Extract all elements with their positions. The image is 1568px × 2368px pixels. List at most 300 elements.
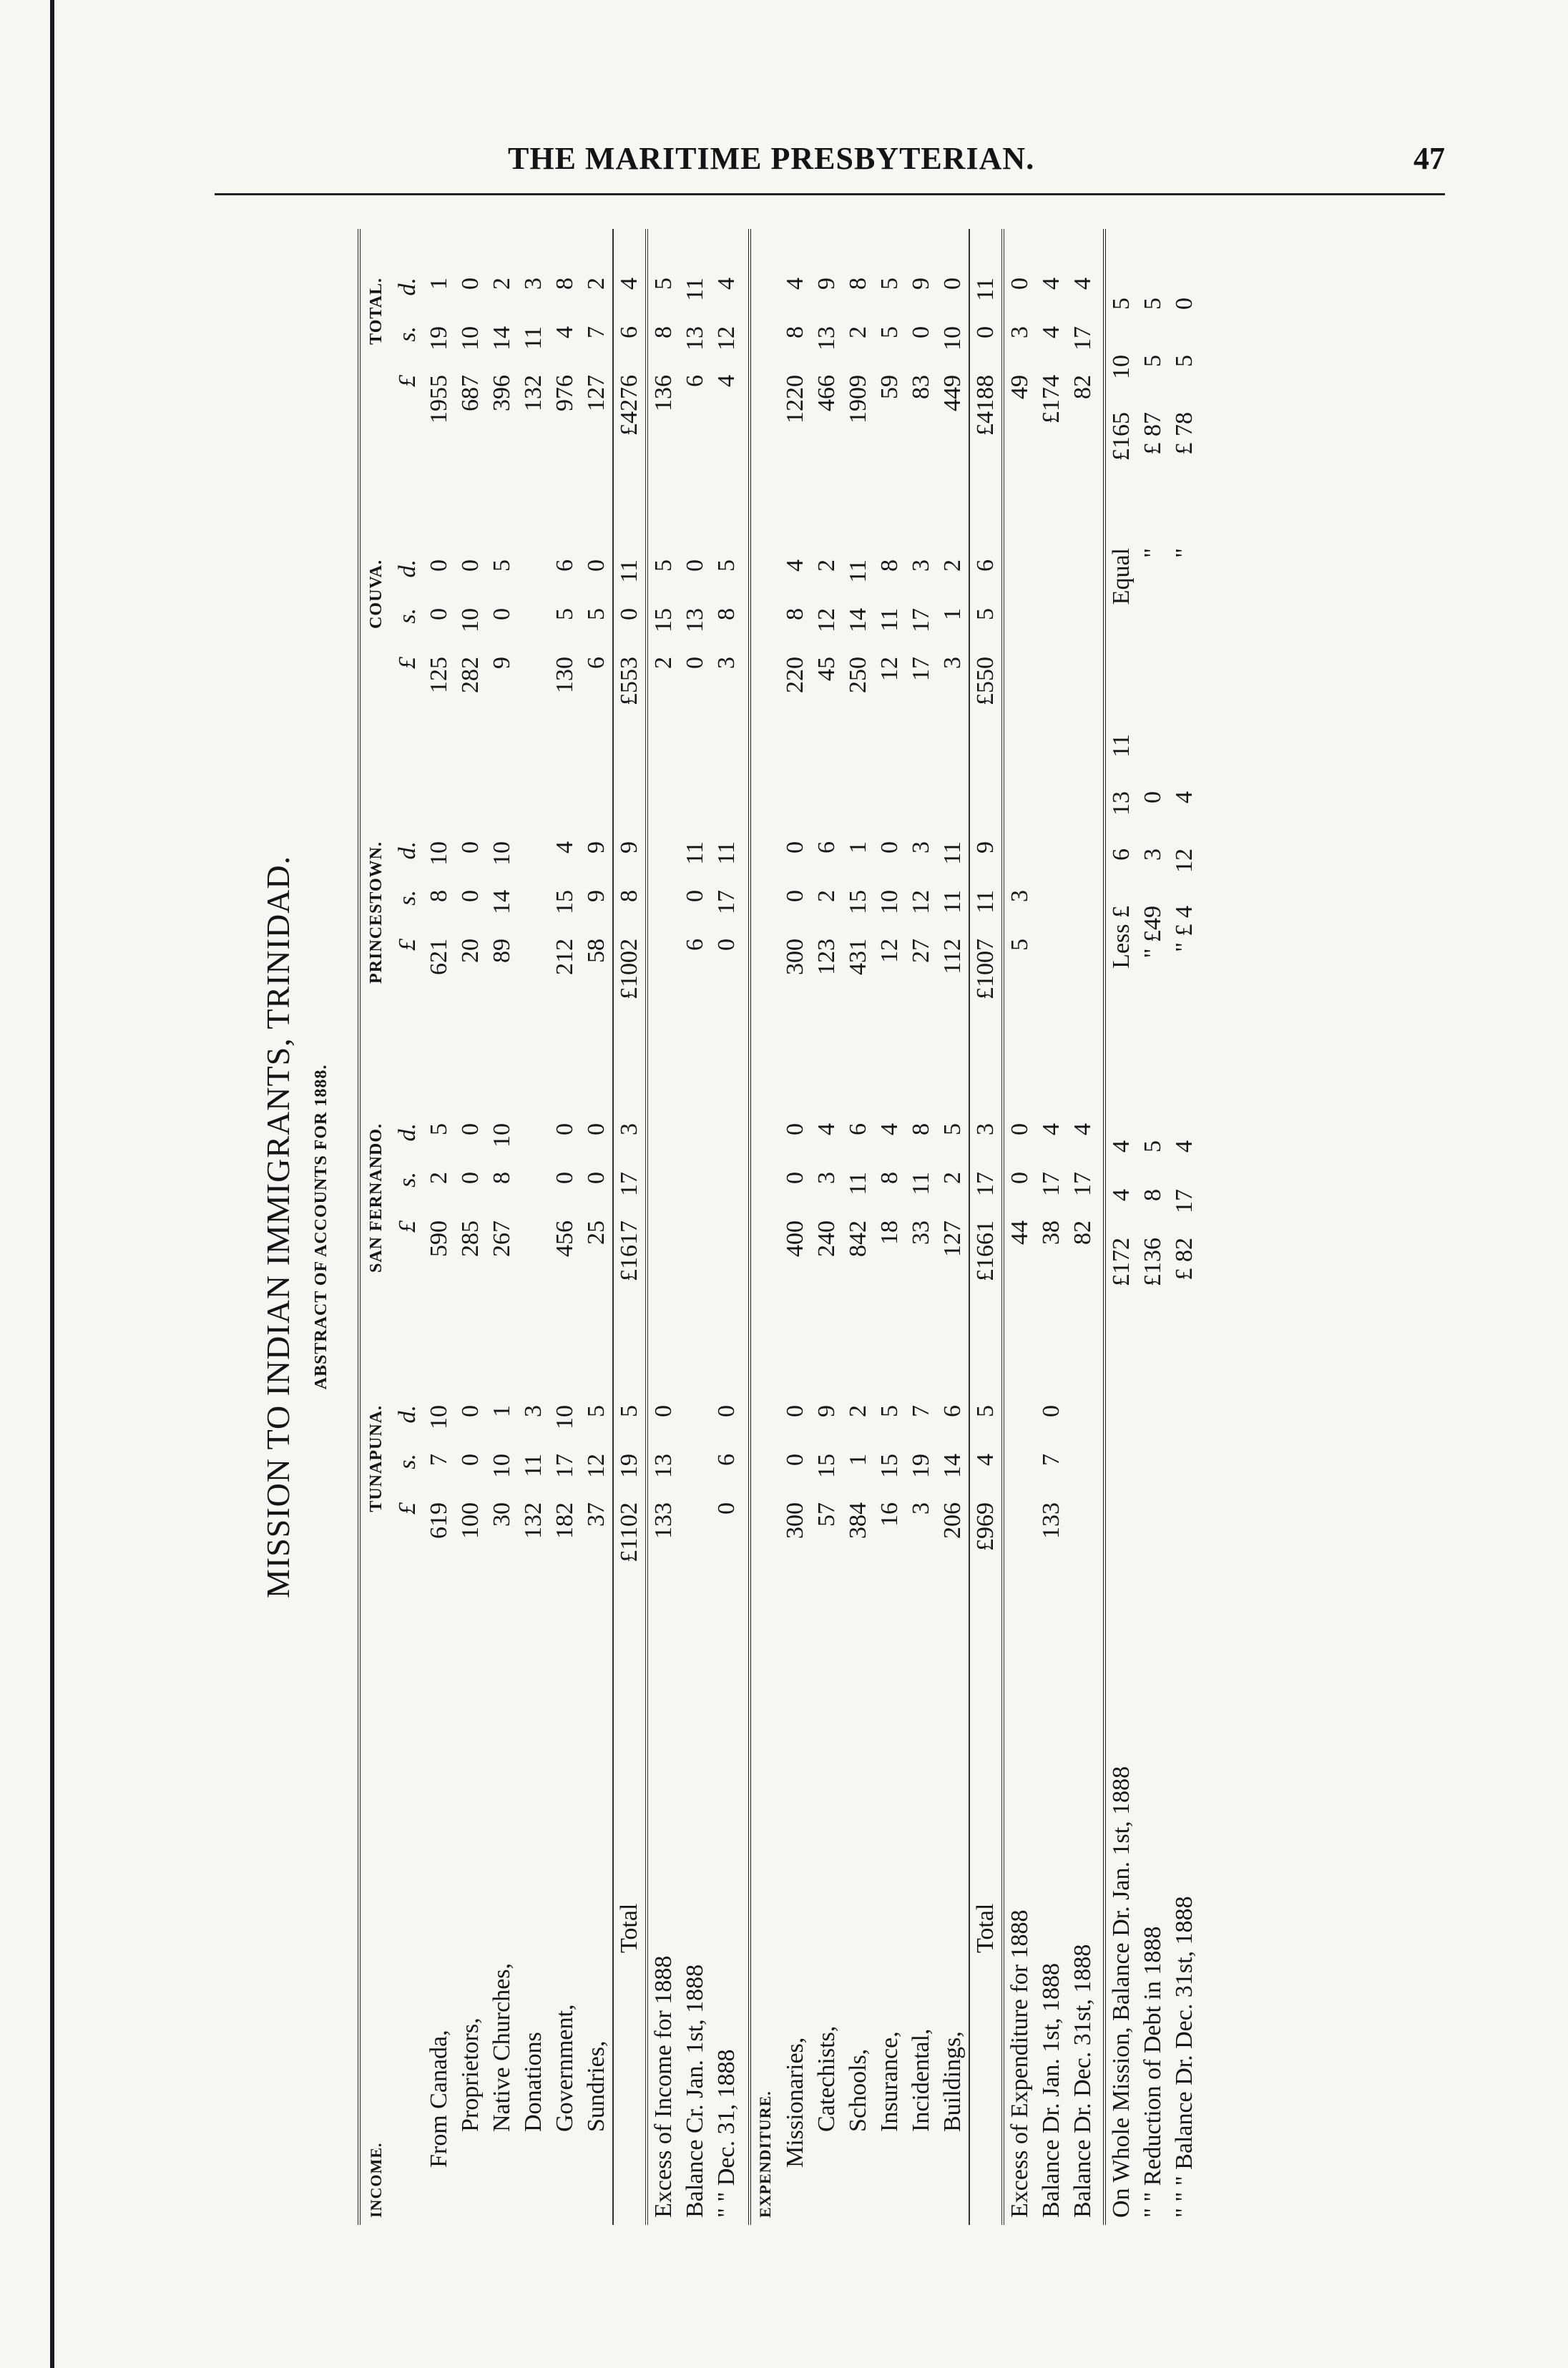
amount-part: 6 <box>616 326 642 338</box>
amount-part: 5 <box>583 608 609 620</box>
amount-part: " <box>1140 548 1166 558</box>
expenditure-heading: EXPENDITURE. <box>756 2090 774 2218</box>
amount-part: 8 <box>876 559 903 572</box>
amount-cell <box>616 1356 643 1638</box>
amount-cell <box>650 229 677 511</box>
amount-cell <box>876 1075 903 1356</box>
amount-cell <box>426 1075 453 1356</box>
amount-part: 17 <box>713 890 740 914</box>
amount-part: 6 <box>813 841 840 853</box>
col-header: TOTAL. <box>366 278 386 345</box>
amount-part: 2 <box>845 1405 871 1417</box>
amount-part: 3 <box>1140 848 1166 861</box>
row-label: Proprietors, <box>457 2017 484 2132</box>
summary-equal <box>1140 262 1167 662</box>
expenditure-section <box>780 229 1099 2225</box>
amount-cell <box>972 511 999 793</box>
amount-part: 16 <box>876 1502 903 1527</box>
page-number: 47 <box>1413 141 1445 176</box>
amount-part: " £ 4 <box>1171 906 1197 952</box>
amount-part: £1617 <box>616 1220 642 1281</box>
amount-part: 4 <box>616 278 642 290</box>
amount-part: 842 <box>845 1220 871 1257</box>
amount-part: 7 <box>908 1405 934 1417</box>
amount-part: 136 <box>650 375 677 411</box>
amount-part: 976 <box>552 375 578 411</box>
row-label: Donations <box>520 2032 547 2132</box>
amount-part: 58 <box>583 939 609 963</box>
amount-part: 0 <box>650 1405 677 1417</box>
amount-part: 8 <box>489 1172 515 1184</box>
amount-part: 396 <box>489 375 515 411</box>
amount-part: 11 <box>682 278 708 301</box>
amount-part: 11 <box>972 278 999 301</box>
amount-part: 3 <box>1006 890 1033 902</box>
amount-part: £ 82 <box>1171 1238 1197 1281</box>
amount-part: 33 <box>908 1220 934 1245</box>
amount-part: 300 <box>782 1502 808 1539</box>
amount-part <box>1140 734 1167 791</box>
amount-part: 57 <box>813 1502 840 1527</box>
amount-part: 4 <box>1069 278 1096 290</box>
table-row <box>518 229 549 2225</box>
row-label: Balance Cr. Jan. 1st, 1888 <box>682 1964 708 2218</box>
amount-part: 7 <box>1038 1454 1064 1466</box>
amount-cell <box>426 511 453 793</box>
amount-part: 3 <box>1006 326 1033 338</box>
amount-part: 12 <box>713 326 740 351</box>
table-row <box>811 229 843 2225</box>
summary-equal <box>1108 262 1135 662</box>
amount-part: 621 <box>426 939 452 975</box>
amount-part: 4 <box>1038 326 1064 338</box>
amount-part: 0 <box>583 1123 609 1135</box>
amount-part: 3 <box>972 1123 999 1135</box>
amount-cell <box>583 229 610 511</box>
amount-part: 2 <box>426 1172 452 1184</box>
amount-part: 7 <box>583 326 609 338</box>
amount-part: 10 <box>489 1123 515 1148</box>
amount-part: 2 <box>583 278 609 290</box>
amount-part: 25 <box>583 1220 609 1245</box>
amount-part: 11 <box>520 1454 547 1477</box>
amount-part: 14 <box>489 326 515 351</box>
amount-part: 4 <box>1108 1189 1135 1201</box>
amount-part: 5 <box>552 608 578 620</box>
summary-amount <box>1140 1092 1167 1374</box>
amount-part: 4 <box>1171 791 1197 803</box>
summary-row <box>1106 229 1137 2225</box>
amount-part: 112 <box>939 939 966 974</box>
amount-part: 0 <box>583 559 609 572</box>
amount-cell <box>813 793 841 1075</box>
row-label: Government, <box>552 2004 578 2132</box>
row-label: Balance Dr. Dec. 31st, 1888 <box>1069 1944 1096 2218</box>
amount-part: 5 <box>876 278 903 290</box>
amount-part: 0 <box>1006 1172 1033 1184</box>
amount-cell <box>583 1075 610 1356</box>
amount-cell <box>1069 229 1097 511</box>
amount-cell <box>552 229 579 511</box>
amount-cell <box>1038 1356 1065 1638</box>
amount-part: 2 <box>813 559 840 572</box>
amount-part: 5 <box>876 326 903 338</box>
amount-part: 0 <box>426 608 452 620</box>
summary-label: " " " Balance Dr. Dec. 31st, 1888 <box>1171 1896 1197 2218</box>
amount-part: 1 <box>845 1454 871 1466</box>
amount-part: 1909 <box>845 375 871 424</box>
amount-part: 30 <box>489 1502 515 1527</box>
amount-part: 0 <box>1140 791 1166 803</box>
amount-part: 3 <box>520 278 547 290</box>
page-edge-line <box>50 0 54 2368</box>
amount-part: 8 <box>908 1123 934 1135</box>
col-header: SAN FERNANDO. <box>366 1123 386 1273</box>
amount-part: Equal <box>1108 548 1135 605</box>
amount-part: 14 <box>939 1454 966 1478</box>
amount-part: 3 <box>908 841 934 853</box>
summary-amount <box>1108 1092 1135 1374</box>
amount-part: 15 <box>876 1454 903 1478</box>
amount-part: 0 <box>682 890 708 902</box>
amount-part: 0 <box>782 1123 808 1135</box>
amount-part: 10 <box>552 1405 578 1429</box>
amount-part: 11 <box>520 326 547 350</box>
amount-cell <box>939 511 966 793</box>
amount-cell <box>845 1356 872 1638</box>
amount-cell <box>489 793 516 1075</box>
amount-part: 8 <box>650 326 677 338</box>
amount-cell <box>972 793 999 1075</box>
amount-cell <box>908 1075 935 1356</box>
table-subtitle: ABSTRACT OF ACCOUNTS FOR 1888. <box>312 1064 330 1390</box>
amount-part: 0 <box>782 1454 808 1466</box>
amount-part: 0 <box>972 326 999 338</box>
amount-part: 6 <box>1108 848 1135 861</box>
amount-part: £1661 <box>972 1220 999 1281</box>
amount-cell <box>876 1356 903 1638</box>
amount-part: 0 <box>457 890 484 902</box>
amount-cell <box>457 1075 484 1356</box>
amount-part: 38 <box>1038 1220 1064 1245</box>
amount-part: 133 <box>1038 1502 1064 1539</box>
amount-part: 250 <box>845 657 871 693</box>
amount-part: 130 <box>552 657 578 693</box>
amount-part: 7 <box>426 1454 452 1466</box>
amount-cell <box>583 1356 610 1638</box>
amount-part: Less £ <box>1108 906 1135 969</box>
amount-cell <box>426 1356 453 1638</box>
table-row <box>874 229 906 2225</box>
amount-part: 0 <box>908 326 934 338</box>
amount-part: 0 <box>713 1502 740 1515</box>
amount-part: 133 <box>650 1502 677 1539</box>
amount-part: 240 <box>813 1220 840 1257</box>
amount-part: 4 <box>1108 1140 1135 1153</box>
amount-cell <box>520 229 547 511</box>
amount-part: 37 <box>583 1502 609 1527</box>
income-section <box>423 229 743 2225</box>
row-label: Insurance, <box>876 2031 903 2132</box>
amount-cell <box>876 229 903 511</box>
amount-part: 0 <box>552 1172 578 1184</box>
amount-part: 2 <box>489 278 515 290</box>
amount-part: 5 <box>713 559 740 572</box>
amount-part: 59 <box>876 375 903 399</box>
amount-cell <box>845 1075 872 1356</box>
amount-part: 212 <box>552 939 578 975</box>
amount-part: 0 <box>583 1172 609 1184</box>
summary-label: On Whole Mission, Balance Dr. Jan. 1st, 1888 <box>1108 1766 1135 2218</box>
table-row <box>969 229 1004 2225</box>
amount-part: £165 <box>1108 412 1135 461</box>
amount-part: 11 <box>713 841 740 865</box>
summary-less <box>1140 662 1167 1092</box>
amount-part: 11 <box>616 559 642 583</box>
amount-part: 0 <box>489 608 515 620</box>
amount-part: 3 <box>813 1172 840 1184</box>
amount-cell <box>939 793 966 1075</box>
summary-equal <box>1171 262 1198 662</box>
amount-cell <box>713 793 740 1075</box>
summary-section <box>1103 229 1200 2225</box>
amount-cell <box>782 229 809 511</box>
amount-part: 44 <box>1006 1220 1033 1245</box>
amount-part: 9 <box>813 1405 840 1417</box>
amount-part: 17 <box>1069 326 1096 351</box>
amount-cell <box>813 511 841 793</box>
amount-cell <box>583 793 610 1075</box>
running-header <box>215 140 1445 183</box>
amount-part: 5 <box>1140 355 1166 367</box>
amount-part: 5 <box>1108 298 1135 310</box>
amount-part: 8 <box>782 608 808 620</box>
amount-part: 4 <box>813 1123 840 1135</box>
amount-cell <box>1006 1075 1034 1356</box>
amount-part: 12 <box>908 890 934 914</box>
amount-cell <box>682 511 709 793</box>
amount-part: 0 <box>713 939 740 951</box>
amount-cell <box>457 1356 484 1638</box>
amount-cell <box>813 1075 841 1356</box>
amount-cell <box>616 229 643 511</box>
amount-part: 14 <box>489 890 515 914</box>
amount-part: 0 <box>782 841 808 853</box>
amount-cell <box>583 511 610 793</box>
amount-part: £ 78 <box>1171 412 1197 455</box>
amount-part: 13 <box>813 326 840 351</box>
amount-part: 82 <box>1069 375 1096 399</box>
table-row <box>455 229 486 2225</box>
amount-part: 0 <box>782 1172 808 1184</box>
amount-part: 431 <box>845 939 871 975</box>
amount-part: 15 <box>813 1454 840 1478</box>
amount-part: 6 <box>583 657 609 669</box>
amount-cell <box>489 1075 516 1356</box>
amount-part: 15 <box>552 890 578 914</box>
amount-cell <box>782 793 809 1075</box>
amount-cell <box>939 1356 966 1638</box>
amount-part: 285 <box>457 1220 484 1257</box>
amount-part: " £49 <box>1140 906 1166 959</box>
row-label: Catechists, <box>813 2025 840 2132</box>
amount-part: 0 <box>457 1454 484 1466</box>
amount-part: 1955 <box>426 375 452 424</box>
amount-part: 0 <box>426 559 452 572</box>
amount-part: 17 <box>972 1172 999 1196</box>
row-label: Missionaries, <box>782 2037 808 2168</box>
table-row <box>612 229 648 2225</box>
amount-cell <box>713 1356 740 1638</box>
amount-cell <box>426 793 453 1075</box>
amount-part: 5 <box>876 1405 903 1417</box>
amount-part: 8 <box>426 890 452 902</box>
row-label: From Canada, <box>426 2030 452 2168</box>
amount-part: 6 <box>682 939 708 951</box>
amount-part: 11 <box>845 1172 871 1195</box>
amount-part: 11 <box>939 890 966 914</box>
amount-part: 4 <box>552 326 578 338</box>
amount-cell <box>1006 229 1034 511</box>
amount-part: 0 <box>552 1123 578 1135</box>
amount-part: 10 <box>489 1454 515 1478</box>
amount-cell <box>552 511 579 793</box>
amount-part: 10 <box>939 326 966 351</box>
amount-cell <box>782 511 809 793</box>
amount-part: £553 <box>616 657 642 705</box>
amount-part: 132 <box>520 1502 547 1539</box>
amount-cell <box>650 511 677 793</box>
summary-row <box>1137 229 1169 2225</box>
summary-row <box>1169 229 1200 2225</box>
amount-part: 0 <box>616 608 642 620</box>
amount-part: £172 <box>1108 1238 1135 1286</box>
table-row <box>423 229 455 2225</box>
amount-part: 0 <box>457 1123 484 1135</box>
amount-cell <box>908 793 935 1075</box>
amount-part: 3 <box>616 1123 642 1135</box>
amount-part: 8 <box>1140 1189 1166 1201</box>
amount-part: £1002 <box>616 939 642 999</box>
amount-part: 10 <box>457 326 484 351</box>
amount-part: 400 <box>782 1220 808 1257</box>
amount-cell <box>876 511 903 793</box>
amount-part: 5 <box>489 559 515 572</box>
amount-cell <box>713 229 740 511</box>
amount-part: 5 <box>972 1405 999 1417</box>
amount-part: 17 <box>1069 1172 1096 1196</box>
amount-part: 6 <box>972 559 999 572</box>
amount-part <box>1006 841 1034 890</box>
amount-part: 14 <box>845 608 871 632</box>
amount-cell <box>972 1075 999 1356</box>
amount-part: 182 <box>552 1502 578 1539</box>
amount-part: 8 <box>845 278 871 290</box>
amount-cell <box>876 793 903 1075</box>
amount-part: 4 <box>972 1454 999 1466</box>
amount-part: 9 <box>616 841 642 853</box>
amount-part: 20 <box>457 939 484 963</box>
amount-part: 9 <box>583 841 609 853</box>
amount-cell <box>813 229 841 511</box>
amount-cell <box>908 511 935 793</box>
row-label: Sundries, <box>583 2040 609 2132</box>
amount-cell <box>1038 1075 1065 1356</box>
amount-part: 4 <box>1038 278 1064 290</box>
amount-part: 0 <box>457 278 484 290</box>
row-label: " " Dec. 31, 1888 <box>713 2049 740 2218</box>
summary-less <box>1171 662 1198 1092</box>
summary-amount <box>1171 1092 1198 1374</box>
amount-cell <box>782 1356 809 1638</box>
amount-part: 27 <box>908 939 934 963</box>
amount-part: 17 <box>1038 1172 1064 1196</box>
amount-part: 5 <box>426 1123 452 1135</box>
amount-part: 2 <box>939 559 966 572</box>
amount-part: 11 <box>682 841 708 865</box>
amount-part: 10 <box>489 841 515 866</box>
amount-part: 3 <box>520 1405 547 1417</box>
amount-part: 12 <box>876 939 903 963</box>
amount-part: 10 <box>426 1405 452 1429</box>
col-header: TUNAPUNA. <box>366 1405 386 1512</box>
amount-part: 2 <box>813 890 840 902</box>
unit-row: £ s. d. £ s. d. £ s. d. £ s. d. £ s. d. <box>394 278 421 1515</box>
amount-part: 9 <box>813 278 840 290</box>
amount-part: 125 <box>426 657 452 693</box>
journal-title: THE MARITIME PRESBYTERIAN. <box>508 141 1035 176</box>
amount-part: 10 <box>1108 355 1135 379</box>
amount-cell <box>939 229 966 511</box>
amount-part: 267 <box>489 1220 515 1257</box>
amount-cell <box>908 229 935 511</box>
amount-part: 8 <box>552 278 578 290</box>
expenditure-heading-row <box>748 229 780 2225</box>
amount-part: £ 87 <box>1140 412 1166 455</box>
summary-label: " " Reduction of Debt in 1888 <box>1140 1926 1166 2218</box>
amount-part: 590 <box>426 1220 452 1257</box>
amount-part: 206 <box>939 1502 966 1539</box>
amount-cell <box>782 1075 809 1356</box>
amount-cell <box>1069 1075 1097 1356</box>
amount-part: 11 <box>845 559 871 583</box>
amount-part: 8 <box>782 326 808 338</box>
amount-part: 466 <box>813 375 840 411</box>
row-label: Balance Dr. Jan. 1st, 1888 <box>1038 1963 1064 2218</box>
table-row <box>906 229 937 2225</box>
amount-part: 3 <box>713 657 740 669</box>
amount-part: 19 <box>616 1454 642 1478</box>
amount-part: £174 <box>1038 375 1064 424</box>
table-row <box>780 229 811 2225</box>
amount-cell <box>616 1075 643 1356</box>
amount-part: 1220 <box>782 375 808 424</box>
amount-part: 4 <box>1171 1140 1197 1153</box>
amount-part: 127 <box>583 375 609 411</box>
amount-part: 10 <box>876 890 903 914</box>
amount-part: 12 <box>876 657 903 681</box>
amount-part: 123 <box>813 939 840 975</box>
row-label: Schools, <box>845 2048 871 2132</box>
amount-part: 45 <box>813 657 840 681</box>
amount-part: 384 <box>845 1502 871 1539</box>
amount-part: 11 <box>908 1172 934 1195</box>
amount-part: £4188 <box>972 375 999 436</box>
amount-part: 0 <box>1006 1123 1033 1135</box>
amount-part: 10 <box>426 841 452 866</box>
amount-part: 18 <box>876 1220 903 1245</box>
amount-part: 4 <box>782 559 808 572</box>
